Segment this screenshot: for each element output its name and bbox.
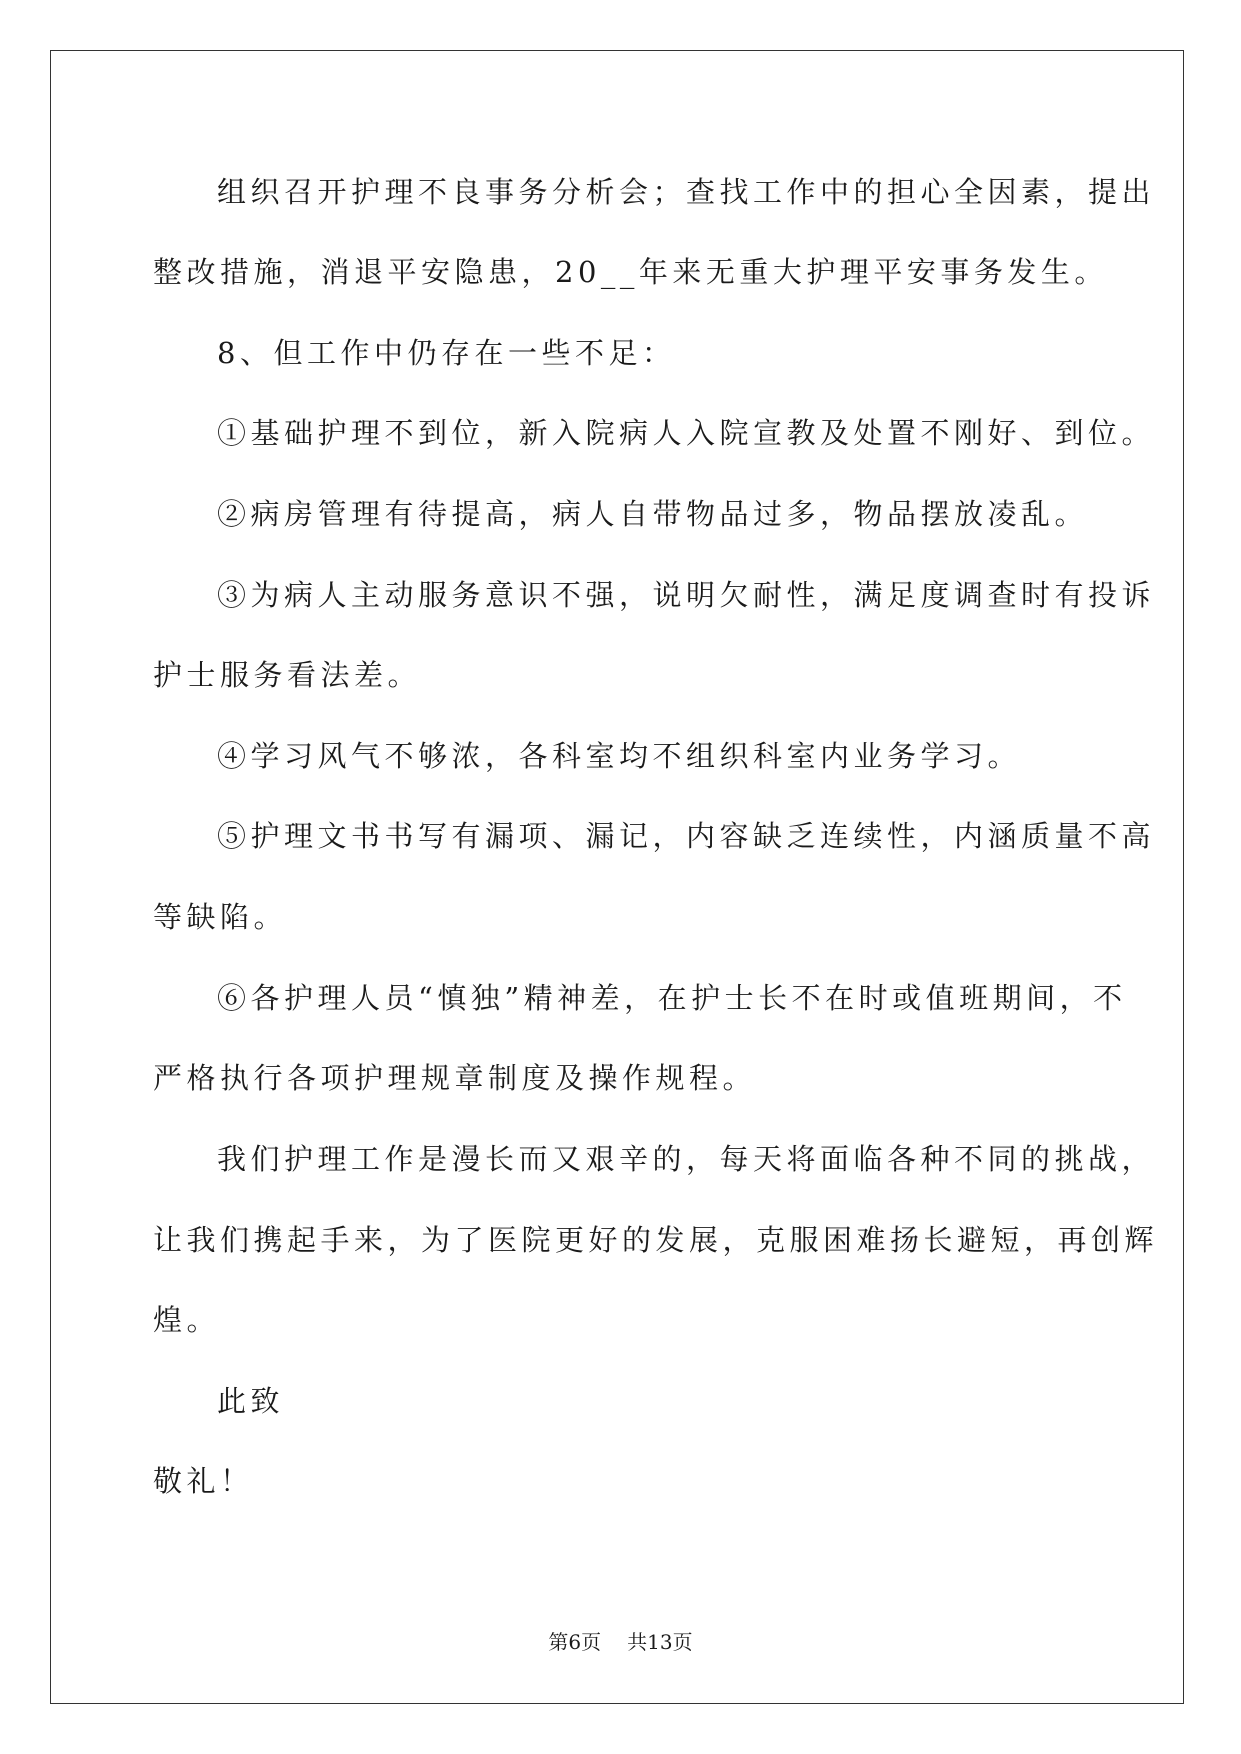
list-item: ③为病人主动服务意识不强，说明欠耐性，满足度调查时有投诉	[217, 578, 1156, 612]
paragraph-line: 我们护理工作是漫长而又艰辛的，每天将面临各种不同的挑战，	[217, 1142, 1156, 1176]
list-item: ①基础护理不到位，新入院病人入院宣教及处置不刚好、到位。	[217, 416, 1156, 450]
list-item-continuation: 等缺陷。	[153, 900, 288, 934]
page-total: 共13页	[627, 1630, 693, 1654]
list-item-continuation: 严格执行各项护理规章制度及操作规程。	[153, 1061, 757, 1095]
list-item: ④学习风气不够浓，各科室均不组织科室内业务学习。	[217, 739, 1022, 773]
closing-regards: 敬礼！	[153, 1464, 254, 1498]
paragraph-line: 煌。	[153, 1303, 221, 1337]
paragraph-line: 整改措施，消退平安隐患，20__年来无重大护理平安事务发生。	[153, 255, 1108, 289]
closing-salutation: 此致	[217, 1384, 285, 1418]
page-footer	[0, 1628, 1241, 1656]
list-item: ②病房管理有待提高，病人自带物品过多，物品摆放凌乱。	[217, 497, 1089, 531]
paragraph-line: 组织召开护理不良事务分析会；查找工作中的担心全因素，提出	[217, 175, 1156, 209]
list-item-continuation: 护士服务看法差。	[153, 658, 422, 692]
page-number: 第6页	[548, 1630, 602, 1654]
page-border	[50, 50, 1184, 1704]
paragraph-line: 让我们携起手来，为了医院更好的发展，克服困难扬长避短，再创辉	[153, 1223, 1159, 1257]
list-heading: 8、但工作中仍存在一些不足：	[217, 336, 676, 370]
list-item: ⑥各护理人员“慎独”精神差，在护士长不在时或值班期间，不	[217, 981, 1127, 1015]
list-item: ⑤护理文书书写有漏项、漏记，内容缺乏连续性，内涵质量不高	[217, 819, 1156, 853]
